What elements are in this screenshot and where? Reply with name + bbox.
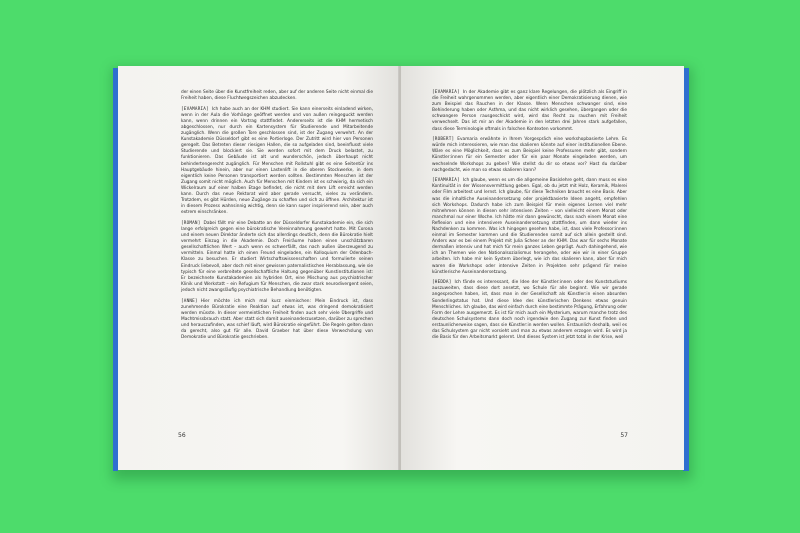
right-paragraph-4 <box>432 280 627 341</box>
paragraph-text: Hier möchte ich mich mal kurz einmischen: Mein Eindruck ist, dass zunehmende Bürokratie eine Reaktion auf etwas ist, was dringend demokratisiert werden müsste. In dieser vermeintlichen Freiheit finden auch sehr viele Übergriffe und Machtmissbrauch statt. Aber statt sich damit auseinanderzusetzen, darüber zu sprechen und herauszufinden, was schief läuft, wird Bürokratie eingeführt. Die Regeln gelten dann da gerecht, also gut für alle. David Graeber hat über diese Verwechslung von Demokratie und Bürokratie geschrieben. <box>181 298 373 341</box>
speaker-label: [EVAMARIA] <box>181 106 209 112</box>
left-paragraph-4 <box>181 299 373 342</box>
right-paragraph-1 <box>432 90 627 133</box>
right-paragraph-3 <box>432 178 627 276</box>
right-page-text <box>432 90 627 346</box>
speaker-label: [HEDDA] <box>432 280 452 286</box>
right-page <box>401 66 684 470</box>
paragraph-text: Ich fände es interessant, die Idee der Künstler:innen oder des Kunststudiums auszuweiten, dass diese dort ansetzt, wo Schule für alle beginnt. Wie wir gerade angesprochen haben, ist, dass man in der Gesellschaft als Künstler:in einen absurden Sonderlingstatus hat. Und diese Idee des künstlerischen Denkens etwas genuin Menschliches. Ich glaube, das wird einfach durch eine bestimmte Prägung, Erfahrung oder Form der Lehre ausgemerzt. Es ist für mich auch ein Mysterium, warum manche trotz des deutschen Schulsystems dann doch noch irgendwie den Zugang zur Kunst finden und erstaunlicherweise sagen, dass sie Künstler:in werden wollen. Erstaunlich deshalb, weil es das Schulsystem gar nicht vorsieht und man zu etwas anderem erzogen wird. Es wird ja die Basis für den Arbeitsmarkt gelernt. Und dieses System ist jetzt total in der Krise, weil <box>432 280 627 341</box>
left-paragraph-2 <box>181 107 373 217</box>
paragraph-text: Evamaria erwähnte in Ihrem Vorgespräch eine workshopbasierte Lehre. Es würde mich interessieren, wie man das skalieren könnte auf einer institutionellen Ebene. Wäre es eine Möglichkeit, dass es zum Beispiel keine Professuren mehr gibt, sondern Künstler:innen für ein Semester oder für ein paar Monate eingeladen werden, um wechselnde Workshops zu geben? Wie stellst du dir so etwas vor? Hast du darüber nachgedacht, wie man so etwas skalieren kann? <box>432 137 627 173</box>
paragraph-text: In der Akademie gibt es ganz klare Regelungen, die plötzlich als Eingriff in die Freiheit wahrgenommen werden, aber eigentlich einer Demokratisierung dienen, wie zum Beispiel das Rauchen in der Klasse. Wenn Menschen schwanger sind, eine Behinderung haben oder Asthma, und das nicht wirklich gesehen, übergangen oder die schwangere Person rausgeschickt wird, wird das Recht zu rauchen mit Freiheit verwechselt. Das ist mir an der Akademie in den letzten drei Jahren stark aufgefallen, dass diese Terminologie oftmals in falschen Kontexten vorkommt. <box>432 90 627 132</box>
left-paragraph-3 <box>181 221 373 294</box>
speaker-label: [EVAMARIA] <box>432 178 460 184</box>
paragraph-text: Ich glaube, wenn es um die allgemeine Basislehre geht, dann muss es eine Kontinuität in der Wissensvermittlung geben. Egal, ob du jetzt mit Holz, Keramik, Malerei oder Film arbeitest und lernst. Ich glaube, für diese Techniken braucht es eine Basis. Aber was die inhaltliche Auseinandersetzung oder projektbasierte Ideen angeht, empfehlen sich Workshops. Dadurch habe ich zum Beispiel für mein eigenes Lernen viel mehr mitnehmen können in diesen sehr intensiven Zeiten – von vielleicht einem Monat oder manchmal nur einer Woche. Ich hätte mir dann gewünscht, dass nach einem Monat eine Reflexion und eine intensivere Auseinandersetzung stattfinden, um dann wieder ins Nachdenken zu kommen. Was ich hingegen gesehen habe, ist, dass viele Professor:innen einmal im Semester kommen und die Studierenden somit auf sich allein gestellt sind. Anders war es bei einem Projekt mit Julia Scheer an der KHM. Das war für sechs Monate dermaßen intensiv und hat mich für mein ganzes Leben geprägt. Auch dahingehend, wie ich an Themen wie den Nationalsozialismus herangehe, oder wie wir in einer Gruppe arbeiten. Ich habe mir kein System überlegt, wie ich das skalieren kann, aber für mich waren die Workshops oder intensive Zeiten in Projekten sehr prägend für meine künstlerische Auseinandersetzung. <box>432 178 627 275</box>
paragraph-text: der einen Seite über die Kunstfreiheit reden, aber auf der anderen Seite nicht einmal die Freiheit haben, diese Fluchtwegszeichen abzudecken. <box>181 90 373 102</box>
speaker-label: [ROBERT] <box>432 137 455 143</box>
paragraph-text: Ich habe auch an der KHM studiert. Sie kann einerseits einladend wirken, wenn in der Aula die Vorhänge geöffnet werden und von außen reingeguckt werden kann, wenn drinnen ein Vortrag stattfindet. Andererseits ist die KHM hermetisch abgeschlossen, nur durch ein Kartensystem für Studierende und Mitarbeitende zugänglich. Wenn die großen Tore geschlossen sind, ist der Zugang verwehrt. An der Kunstakademie Düsseldorf gibt es eine Portierloge. Der Zutritt wird hier von Personen geregelt. Das Betreten dieser riesigen Hallen, die so aufgeladen sind, beeinflusst viele Studierende und blockiert sie. Sie werden sofort mit dem Druck belastet, zu funktionieren. Das Gebäude ist alt und wunderschön, jedoch überhaupt nicht behindertengerecht zugänglich. Für Menschen mit Rollstuhl gibt es eine Seitentür ins Hauptgebäude hinein, aber nur einen Lastenlift in die oberen Stockwerke, in dem eigentlich keine Personen transportiert werden sollten. Bestimmten Menschen ist der Zugang somit nicht möglich. Auch für Menschen mit Kindern ist es schwierig, da sich ein Wickelraum auf einer halben Etage befindet, die nicht mit dem Lift erreicht werden kann. Durch das neue Rektorat wird aber gerade versucht, vieles zu verändern. Trotzdem, es gibt Hürden, neue Zugänge zu schaffen und sich zu öffnen. Architektur ist in diesem Prozess wahnsinnig wichtig, denn sie kann super inspirierend sein, aber auch extrem einschränken. <box>181 106 373 216</box>
left-paragraph-1 <box>181 90 373 102</box>
speaker-label: [ANNE] <box>181 298 198 304</box>
left-page <box>118 66 399 470</box>
right-paragraph-2 <box>432 137 627 174</box>
speaker-label: [EVAMARIA] <box>432 90 460 95</box>
speaker-label: [ROMAN] <box>181 220 201 226</box>
left-page-text <box>181 90 373 346</box>
page-number-right: 57 <box>620 432 628 439</box>
paragraph-text: Dabei fällt mir eine Debatte an der Düsseldorfer Kunstakademie ein, die sich lange erfolgreich gegen eine bürokratische Vereinnahmung gewehrt hatte. Mit Corona und einem neuen Direktor änderte sich das allerdings deutlich, denn die Bürokratie hielt vermehrt Einzug in die Akademie. Doch Freiräume haben einen unschätzbaren gesellschaftlichen Wert – auch wenn es schwerfällt, das nach außen überzeugend zu vermitteln. Einmal hatte ich einen Freund eingeladen, ein Kolloquium der Odenbach-Klasse zu besuchen. Er studiert Wirtschaftswissenschaften und formulierte seinen Eindruck liebevoll, aber doch mit einer gewissen paternalistischen Herablassung, wie sie typisch für eine verbreitete gesellschaftliche Haltung gegenüber Kunstinstitutionen ist: Er bezeichnete Kunstakademien als hybriden Ort, eine Mischung aus psychiatrischer Klinik und Werkstatt – ein Refugium für Menschen, die zwar stark neurodivergent seien, jedoch nicht zwangsläufig psychiatrische Behandlung benötigten. <box>181 220 373 293</box>
page-number-left: 56 <box>178 432 186 439</box>
